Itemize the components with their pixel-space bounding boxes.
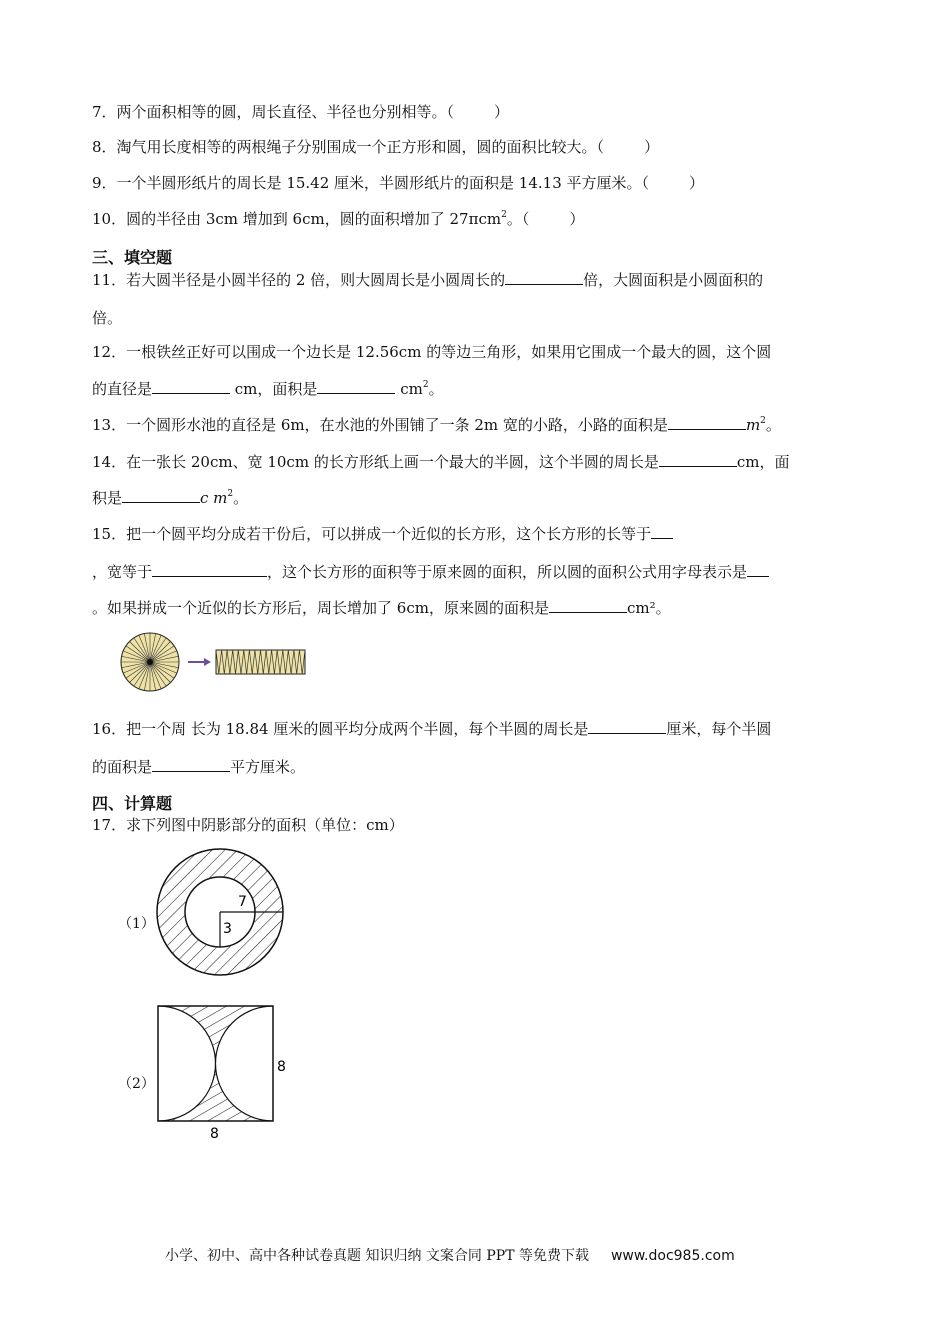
question-12-cont: 的直径是 cm，面积是 $cm^2$。 <box>92 380 444 398</box>
question-10: 10．圆的半径由 3cm 增加到 6cm，圆的面积增加了 27πcm$^2$。（ ） <box>92 210 585 228</box>
question-17: 17．求下列图中阴影部分的面积（单位：cm） <box>92 816 404 834</box>
question-16-cont: 的面积是 平方厘米。 <box>92 758 306 776</box>
answer-blank[interactable] <box>651 524 673 539</box>
bottom-length-label: 8 <box>210 1126 219 1142</box>
figure-1-label: （1） <box>118 916 155 932</box>
question-15-cont2: 。如果拼成一个近似的长方形后，周长增加了 6cm，原来圆的面积是 cm²。 <box>92 599 671 617</box>
inner-radius-label: 3 <box>223 921 232 937</box>
outer-radius-label: 7 <box>238 894 247 910</box>
answer-blank[interactable] <box>668 415 746 430</box>
question-12: 12．一根铁丝正好可以围成一个边长是 12.56cm 的等边三角形，如果用它围成一个最大的圆，这个圆 <box>92 343 772 361</box>
square-semicircles-figure <box>150 998 300 1146</box>
answer-blank[interactable] <box>588 719 666 734</box>
page-footer: 小学、初中、高中各种试卷真题 知识归纳 文案合同 PPT 等免费下载 www.doc985.com <box>165 1248 735 1264</box>
answer-blank[interactable] <box>549 598 627 613</box>
answer-blank[interactable] <box>152 379 230 394</box>
answer-blank[interactable] <box>659 452 737 467</box>
section-title-calculation: 四、计算题 <box>92 794 173 813</box>
question-15: 15．把一个圆平均分成若干份后，可以拼成一个近似的长方形，这个长方形的长等于 <box>92 524 673 544</box>
section-title-fill-in: 三、填空题 <box>92 248 173 267</box>
figure-2-label: （2） <box>118 1076 155 1092</box>
question-16: 16．把一个周 长为 18.84 厘米的圆平均分成两个半圆，每个半圆的周长是 厘米，每个半圆 <box>92 720 772 738</box>
question-11-cont: 倍。 <box>92 309 123 327</box>
question-13: 13．一个圆形水池的直径是 6m，在水池的外围铺了一条 2m 宽的小路，小路的面积是 $m^2$。 <box>92 416 781 434</box>
answer-blank[interactable] <box>317 379 395 394</box>
question-15-cont: ，宽等于 ，这个长方形的面积等于原来圆的面积，所以圆的面积公式用字母表示是 <box>92 562 769 582</box>
question-14-cont: 积是 c $m^2$。 <box>92 489 249 507</box>
question-9: 9．一个半圆形纸片的周长是 15.42 厘米，半圆形纸片的面积是 14.13 平方厘米。（ ） <box>92 174 705 192</box>
answer-blank[interactable] <box>152 757 230 772</box>
annulus-figure <box>150 848 290 988</box>
answer-blank[interactable] <box>152 562 267 577</box>
circle-to-rectangle-figure <box>118 630 313 695</box>
answer-blank[interactable] <box>505 270 583 285</box>
question-14: 14．在一张长 20cm、宽 10cm 的长方形纸上画一个最大的半圆，这个半圆的周长是 cm，面 <box>92 453 790 471</box>
question-11: 11．若大圆半径是小圆半径的 2 倍，则大圆周长是小圆周长的 倍，大圆面积是小圆面积的 <box>92 271 764 289</box>
answer-blank[interactable] <box>122 488 200 503</box>
side-length-label: 8 <box>277 1059 286 1075</box>
question-8: 8．淘气用长度相等的两根绳子分别围成一个正方形和圆，圆的面积比较大。（ ） <box>92 138 660 156</box>
footer-url[interactable]: www.doc985.com <box>610 1248 735 1264</box>
answer-blank[interactable] <box>747 562 769 577</box>
question-7: 7．两个面积相等的圆，周长直径、半径也分别相等。（ ） <box>92 103 510 121</box>
